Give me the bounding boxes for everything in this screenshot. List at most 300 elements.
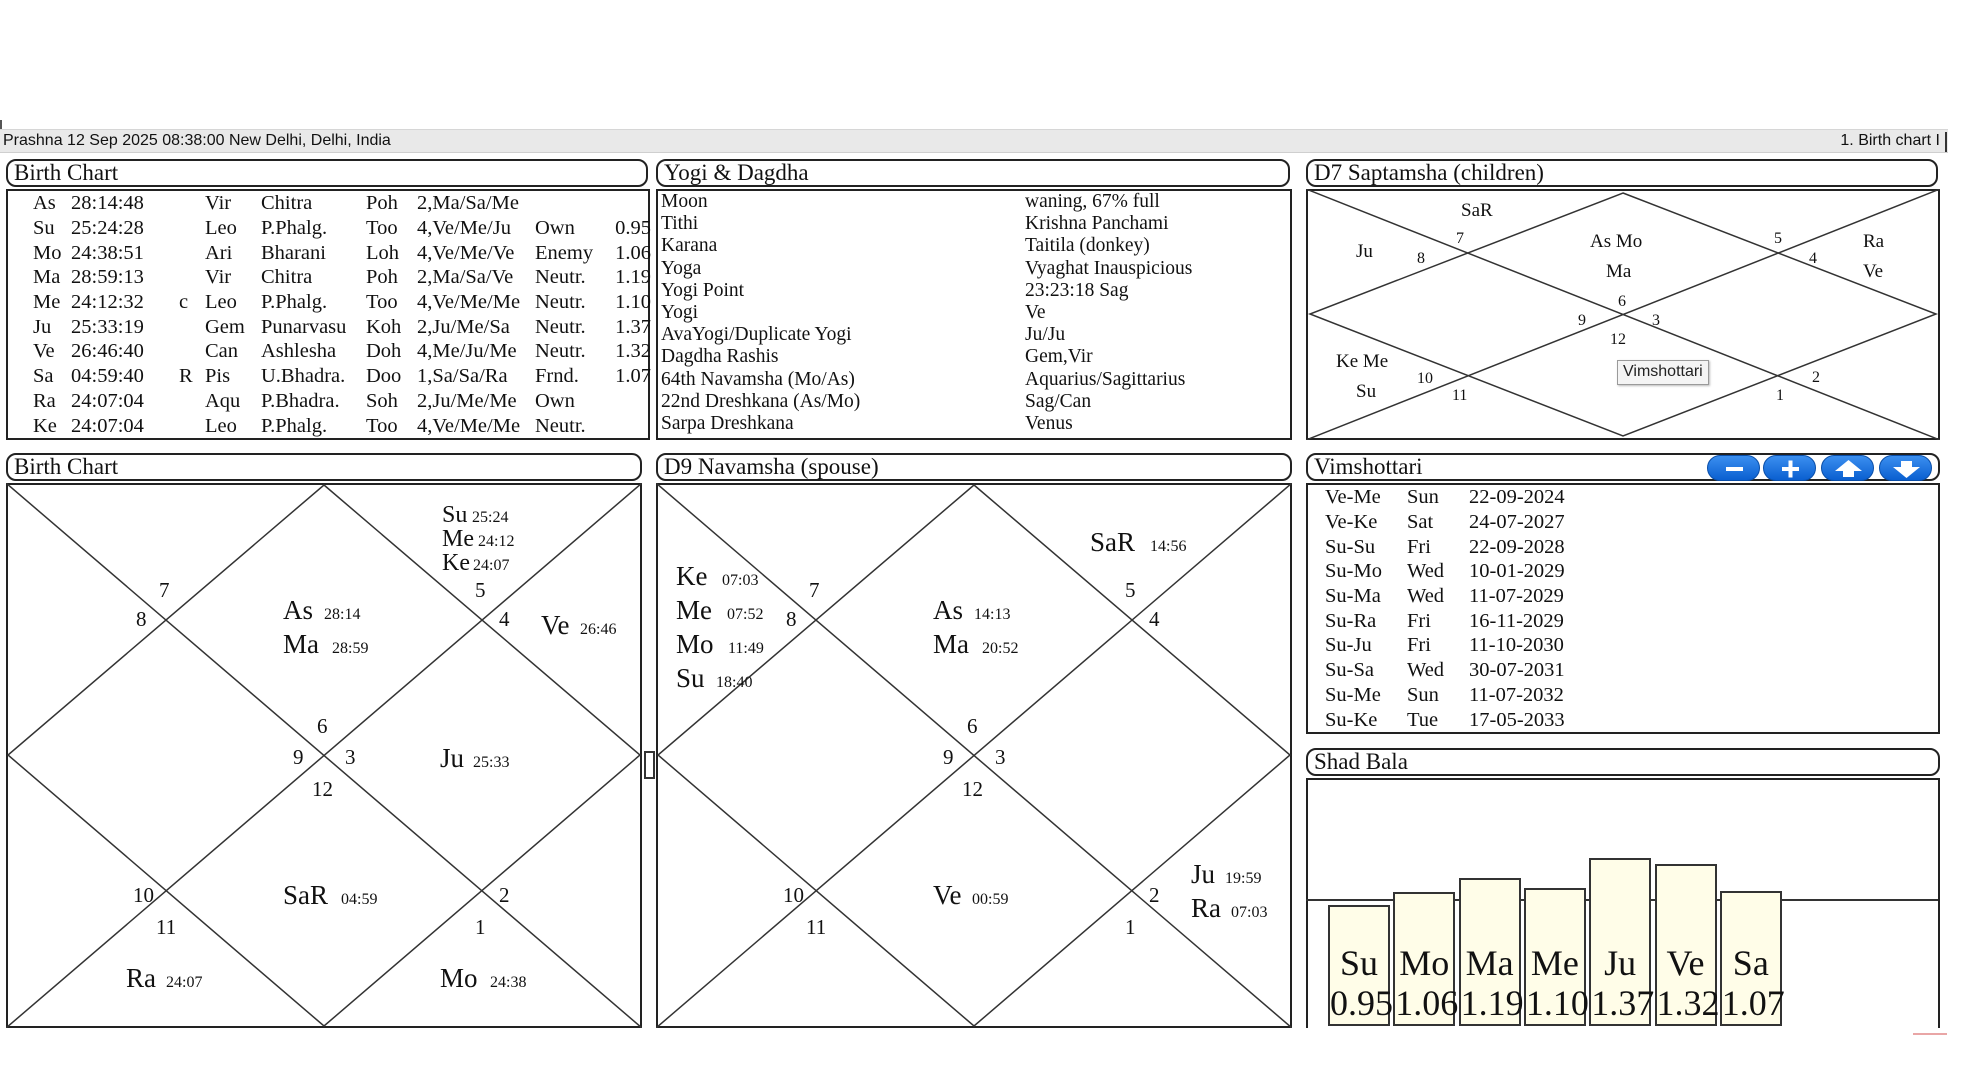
d7-house-7: 7 — [1456, 230, 1464, 247]
bc-me-label: Me — [442, 526, 474, 552]
d9-as-label: As — [933, 595, 964, 625]
bc-ma-degree: 28:59 — [332, 640, 369, 657]
yogi-value: Sag/Can — [1025, 390, 1092, 412]
planet-cell: Ra — [33, 389, 56, 412]
d7-title: D7 Saptamsha (children) — [1314, 160, 1544, 185]
sign-cell: Can — [205, 340, 239, 363]
shadbala-bar-value: 0.95 — [1330, 982, 1393, 1023]
retro-flag-cell — [179, 389, 205, 414]
yogi-row — [661, 280, 1192, 302]
dignity-cell: Own — [535, 217, 575, 240]
planet-cell: Mo — [33, 241, 62, 264]
yogi-key: Sarpa Dreshkana — [661, 412, 794, 434]
planet-row[interactable] — [9, 364, 651, 389]
nakshatra-cell: P.Bhadra. — [261, 389, 340, 412]
pada-cell: 2,Ju/Me/Sa — [417, 315, 510, 338]
yogi-table — [661, 191, 1192, 435]
shadbala-title: Shad Bala — [1314, 749, 1408, 774]
retro-flag-cell — [179, 265, 205, 290]
dasha-date: 11-10-2030 — [1469, 634, 1564, 657]
d9-house-6: 6 — [967, 714, 978, 738]
sign-cell: Gem — [205, 315, 245, 338]
d7-su-label: Su — [1356, 381, 1377, 402]
pada-lord-cell: Doh — [366, 340, 402, 363]
sign-cell: Aqu — [205, 389, 241, 412]
d9-ra-label: Ra — [1191, 893, 1221, 923]
degree-cell: 24:07:04 — [71, 389, 144, 412]
retro-flag-cell — [179, 314, 205, 339]
d9-ju-label: Ju — [1191, 859, 1216, 889]
yogi-key: AvaYogi/Duplicate Yogi — [661, 324, 852, 346]
d9-as-degree: 14:13 — [974, 606, 1011, 623]
shadbala-bar-value: 1.10 — [1525, 982, 1589, 1023]
pada-cell: 2,Ju/Me/Me — [417, 389, 517, 412]
d7-ve-label: Ve — [1863, 261, 1884, 282]
dasha-period: Su-Su — [1325, 535, 1376, 558]
d7-ra-label: Ra — [1863, 231, 1885, 252]
dasha-weekday: Wed — [1407, 560, 1445, 583]
birth-table-header[interactable] — [6, 159, 648, 187]
bc-ra-degree: 24:07 — [166, 974, 203, 991]
shadbala-bar-label: Mo — [1399, 942, 1450, 983]
d9-ju-degree: 19:59 — [1225, 870, 1262, 887]
corner-mark — [1913, 1033, 1947, 1035]
bc-sar-degree: 04:59 — [341, 891, 378, 908]
planet-row[interactable] — [9, 389, 651, 414]
strength-cell: 1.37 — [615, 315, 651, 338]
bc-mo-degree: 24:38 — [490, 974, 527, 991]
yogi-row — [661, 324, 1192, 346]
planet-row[interactable] — [9, 240, 651, 265]
yogi-value: Taitila (donkey) — [1025, 235, 1150, 257]
dasha-period: Su-Me — [1325, 683, 1381, 706]
strength-cell: 1.07 — [615, 365, 651, 388]
sign-cell: Vir — [205, 266, 232, 289]
dasha-weekday: Fri — [1407, 634, 1431, 657]
yogi-key: Dagdha Rashis — [661, 346, 779, 368]
vims-plus-button[interactable] — [1763, 455, 1816, 481]
dasha-row[interactable] — [1325, 584, 1589, 609]
yogi-value: Vyaghat Inauspicious — [1025, 257, 1193, 279]
dasha-row[interactable] — [1325, 485, 1589, 510]
bc-mo-label: Mo — [440, 963, 478, 993]
d7-house-4: 4 — [1809, 250, 1817, 267]
bc-su-label: Su — [442, 502, 468, 528]
planet-row[interactable] — [9, 265, 651, 290]
bc-house-10: 10 — [133, 883, 154, 907]
dignity-cell: Neutr. — [535, 414, 586, 437]
d9-su-label: Su — [676, 663, 705, 693]
strength-cell: 1.19 — [615, 266, 651, 289]
vims-down-button[interactable] — [1879, 455, 1932, 481]
planet-row[interactable] — [9, 339, 651, 364]
d9-ve-degree: 00:59 — [972, 891, 1009, 908]
d9-ma-label: Ma — [933, 629, 969, 659]
birth-chart-diagram[interactable] — [6, 483, 642, 1028]
bc-ma-label: Ma — [283, 629, 319, 659]
birth-chart-title: Birth Chart — [14, 454, 119, 479]
dasha-date: 10-01-2029 — [1469, 560, 1565, 583]
d9-header[interactable] — [656, 453, 1292, 481]
degree-cell: 25:33:19 — [71, 315, 144, 338]
sign-cell: Leo — [205, 291, 237, 314]
nakshatra-cell: Ashlesha — [261, 340, 337, 363]
dasha-weekday: Fri — [1407, 535, 1431, 558]
d9-house-8: 8 — [786, 607, 797, 631]
shadbala-bar-me[interactable] — [1524, 888, 1589, 1026]
d9-mo-label: Mo — [676, 629, 714, 659]
pada-cell: 4,Ve/Me/Ju — [417, 217, 511, 240]
shadbala-bar-ve[interactable] — [1655, 864, 1720, 1026]
degree-cell: 26:46:40 — [71, 340, 144, 363]
bc-house-4: 4 — [499, 607, 510, 631]
dasha-weekday: Wed — [1407, 659, 1445, 682]
d9-house-12: 12 — [962, 777, 983, 801]
yogi-row — [661, 369, 1192, 391]
sign-cell: Leo — [205, 414, 237, 437]
dignity-cell — [535, 191, 611, 216]
bc-house-5: 5 — [475, 578, 486, 602]
d9-su-degree: 18:40 — [716, 674, 753, 691]
planet-cell: Ma — [33, 266, 61, 289]
pada-cell: 4,Ve/Me/Me — [417, 291, 521, 314]
bc-house-1: 1 — [475, 915, 486, 939]
shadbala-bar-ma[interactable] — [1459, 878, 1524, 1026]
shadbala-bar-label: Ve — [1666, 942, 1705, 983]
retro-flag-cell — [179, 191, 205, 216]
d9-ra-degree: 07:03 — [1231, 904, 1268, 921]
dasha-row[interactable] — [1325, 559, 1589, 584]
bc-house-11: 11 — [156, 915, 177, 939]
d7-ma-label: Ma — [1606, 261, 1632, 282]
pada-lord-cell: Koh — [366, 315, 402, 338]
d9-house-9: 9 — [943, 745, 954, 769]
degree-cell: 25:24:28 — [71, 217, 144, 240]
bc-as-label: As — [283, 595, 314, 625]
dasha-date: 16-11-2029 — [1469, 609, 1564, 632]
bc-ke-degree: 24:07 — [473, 557, 510, 574]
d9-house-10: 10 — [783, 883, 804, 907]
planet-cell: Sa — [33, 365, 54, 388]
planet-row[interactable] — [9, 413, 651, 438]
d9-house-3: 3 — [995, 745, 1006, 769]
bc-ju-label: Ju — [440, 743, 465, 773]
dignity-cell: Enemy — [535, 241, 594, 264]
d7-house-8: 8 — [1417, 250, 1425, 267]
yogi-key: 22nd Dreshkana (As/Mo) — [661, 390, 861, 412]
planet-row[interactable] — [9, 191, 651, 216]
arrow-up-icon — [1822, 456, 1875, 482]
plus-icon — [1764, 456, 1817, 482]
dignity-cell: Neutr. — [535, 340, 586, 363]
bc-ve-label: Ve — [541, 610, 570, 640]
d7-keme-label: Ke Me — [1336, 351, 1389, 372]
yogi-row — [661, 258, 1192, 280]
degree-cell: 04:59:40 — [71, 365, 144, 388]
retro-flag-cell: c — [179, 291, 189, 314]
yogi-row — [661, 413, 1192, 435]
pada-lord-cell: Doo — [366, 365, 402, 388]
shadbala-bar-value: 1.06 — [1395, 982, 1459, 1023]
shadbala-bar-sa[interactable] — [1720, 891, 1785, 1026]
dignity-cell: Neutr. — [535, 315, 586, 338]
yogi-key: Karana — [661, 235, 718, 257]
pada-lord-cell: Poh — [366, 266, 398, 289]
d9-house-5: 5 — [1125, 578, 1136, 602]
shadbala-bar-value: 1.07 — [1721, 982, 1785, 1023]
pada-lord-cell: Too — [366, 291, 398, 314]
dasha-date: 17-05-2033 — [1469, 708, 1565, 731]
arrow-down-icon — [1880, 456, 1933, 482]
bc-house-2: 2 — [499, 883, 510, 907]
bc-su-degree: 25:24 — [472, 509, 509, 526]
planet-cell: Me — [33, 291, 61, 314]
retro-flag-cell — [179, 413, 205, 438]
dasha-date: 24-07-2027 — [1469, 511, 1565, 534]
dasha-row[interactable] — [1325, 608, 1589, 633]
nakshatra-cell: Chitra — [261, 266, 313, 289]
d7-house-1: 1 — [1776, 387, 1784, 404]
d7-sar-label: SaR — [1461, 200, 1493, 221]
bc-house-6: 6 — [317, 714, 328, 738]
dignity-cell: Own — [535, 389, 575, 412]
bc-sar-label: SaR — [283, 880, 329, 910]
dasha-weekday: Sat — [1407, 511, 1434, 534]
shadbala-chart — [1306, 778, 1940, 1028]
bc-house-9: 9 — [293, 745, 304, 769]
dasha-row[interactable] — [1325, 683, 1589, 708]
dasha-period: Su-Ke — [1325, 708, 1378, 731]
yogi-key: Moon — [661, 191, 708, 213]
shadbala-bar-su[interactable] — [1328, 905, 1393, 1026]
retro-flag-cell — [179, 339, 205, 364]
yogi-key: 64th Navamsha (Mo/As) — [661, 368, 855, 390]
dasha-row[interactable] — [1325, 510, 1589, 535]
dasha-date: 11-07-2029 — [1469, 585, 1564, 608]
nakshatra-cell: Punarvasu — [261, 315, 347, 338]
planet-row[interactable] — [9, 314, 651, 339]
vims-minus-button[interactable] — [1707, 455, 1760, 481]
planet-cell: Ke — [33, 414, 57, 437]
planet-positions-table — [9, 191, 651, 438]
vimshottari-table — [1325, 485, 1589, 732]
d7-ju-label: Ju — [1356, 241, 1373, 262]
bc-house-7: 7 — [159, 578, 170, 602]
planet-cell: As — [33, 192, 56, 215]
vimshottari-tooltip: Vimshottari — [1617, 360, 1709, 385]
vimshottari-title: Vimshottari — [1314, 454, 1423, 479]
yogi-value: Ju/Ju — [1025, 324, 1066, 346]
pada-cell: 4,Me/Ju/Me — [417, 340, 517, 363]
bc-me-degree: 24:12 — [478, 533, 515, 550]
dasha-weekday: Sun — [1407, 486, 1439, 509]
pada-cell: 2,Ma/Sa/Ve — [417, 266, 514, 289]
yogi-value: waning, 67% full — [1025, 191, 1160, 213]
yogi-row — [661, 302, 1192, 324]
d9-ke-label: Ke — [676, 561, 708, 591]
d7-house-2: 2 — [1812, 369, 1820, 386]
chart-tab-label[interactable]: 1. Birth chart I — [1840, 132, 1940, 149]
d7-house-9: 9 — [1578, 312, 1586, 329]
d9-house-7: 7 — [809, 578, 820, 602]
pada-lord-cell: Loh — [366, 241, 400, 264]
dignity-cell: Neutr. — [535, 291, 586, 314]
d7-house-6: 6 — [1618, 293, 1626, 310]
planet-cell: Ve — [33, 340, 55, 363]
planet-row[interactable] — [9, 290, 651, 315]
sign-cell: Ari — [205, 241, 233, 264]
nakshatra-cell: P.Phalg. — [261, 217, 328, 240]
shadbala-bar-value: 1.37 — [1591, 983, 1655, 1023]
dasha-row[interactable] — [1325, 633, 1589, 658]
dasha-row[interactable] — [1325, 707, 1589, 732]
bc-ke-label: Ke — [442, 550, 470, 576]
d9-house-11: 11 — [806, 915, 827, 939]
strength-cell — [611, 191, 651, 216]
d9-house-4: 4 — [1149, 607, 1160, 631]
d9-sar-degree: 14:56 — [1150, 538, 1187, 555]
degree-cell: 24:38:51 — [71, 241, 144, 264]
yogi-value: Krishna Panchami — [1025, 213, 1169, 235]
sign-cell: Vir — [205, 192, 232, 215]
strength-cell: 0.95 — [615, 217, 651, 240]
shadbala-bar-label: Me — [1530, 942, 1579, 983]
retro-flag-cell: R — [179, 365, 193, 388]
planet-cell: Ju — [33, 315, 52, 338]
dasha-period: Su-Ju — [1325, 634, 1372, 657]
d9-ke-degree: 07:03 — [722, 572, 759, 589]
retro-flag-cell — [179, 240, 205, 265]
strength-cell — [611, 413, 651, 438]
dasha-period: Ve-Me — [1325, 486, 1381, 509]
dasha-date: 22-09-2028 — [1469, 535, 1565, 558]
yogi-value: Ve — [1025, 302, 1046, 324]
d7-header[interactable] — [1306, 159, 1938, 187]
yogi-key: Yogi Point — [661, 279, 745, 301]
dasha-row[interactable] — [1325, 534, 1589, 559]
d9-me-label: Me — [676, 595, 712, 625]
pada-lord-cell: Too — [366, 414, 398, 437]
yogi-key: Yogi — [661, 302, 699, 324]
d9-title: D9 Navamsha (spouse) — [664, 454, 879, 479]
sign-cell: Pis — [205, 365, 231, 388]
yogi-row — [661, 391, 1192, 413]
dasha-date: 11-07-2032 — [1469, 683, 1564, 706]
dasha-weekday: Wed — [1407, 585, 1445, 608]
bc-house-3: 3 — [345, 745, 356, 769]
yogi-row — [661, 213, 1192, 235]
d7-house-3: 3 — [1652, 312, 1660, 329]
pada-lord-cell: Soh — [366, 389, 398, 412]
yogi-value: Gem,Vir — [1025, 346, 1093, 368]
bc-ju-degree: 25:33 — [473, 754, 510, 771]
yogi-value: Venus — [1025, 412, 1073, 434]
d7-house-10: 10 — [1417, 370, 1433, 387]
degree-cell: 28:14:48 — [71, 192, 144, 215]
d9-house-1: 1 — [1125, 915, 1136, 939]
dasha-weekday: Tue — [1407, 708, 1439, 731]
window-right-edge — [1945, 132, 1947, 152]
dasha-row[interactable] — [1325, 658, 1589, 683]
dasha-weekday: Sun — [1407, 683, 1439, 706]
dasha-date: 30-07-2031 — [1469, 659, 1565, 682]
yogi-row — [661, 235, 1192, 257]
d9-house-2: 2 — [1149, 883, 1160, 907]
d9-navamsha-chart[interactable] — [656, 483, 1292, 1028]
planet-row[interactable] — [9, 216, 651, 241]
degree-cell: 28:59:13 — [71, 266, 144, 289]
d9-sar-label: SaR — [1090, 527, 1136, 557]
status-bar — [0, 129, 1948, 153]
birth-chart-header[interactable] — [6, 453, 642, 481]
dasha-date: 22-09-2024 — [1469, 486, 1565, 509]
bc-house-12: 12 — [312, 777, 333, 801]
yogi-row — [661, 191, 1192, 213]
yogi-row — [661, 346, 1192, 368]
degree-cell: 24:12:32 — [71, 291, 144, 314]
bc-house-8: 8 — [136, 607, 147, 631]
shadbala-bar-mo[interactable] — [1393, 892, 1459, 1026]
yogi-value: 23:23:18 Sag — [1025, 279, 1129, 301]
pada-lord-cell: Too — [366, 217, 398, 240]
minus-icon — [1708, 456, 1761, 482]
shadbala-bar-value: 1.19 — [1460, 982, 1524, 1023]
retro-flag-cell — [179, 216, 205, 241]
d7-house-11: 11 — [1452, 387, 1468, 404]
shadbala-bar-label: Ju — [1604, 943, 1637, 983]
yogi-key: Yoga — [661, 257, 702, 279]
nakshatra-cell: Bharani — [261, 241, 326, 264]
dignity-cell: Frnd. — [535, 365, 579, 388]
d7-saptamsha-chart[interactable] — [1306, 189, 1940, 440]
shadbala-bar-label: Sa — [1732, 942, 1769, 983]
shadbala-header[interactable] — [1306, 748, 1940, 776]
degree-cell: 24:07:04 — [71, 414, 144, 437]
dasha-period: Su-Ra — [1325, 609, 1377, 632]
vims-up-button[interactable] — [1821, 455, 1874, 481]
pada-cell: 2,Ma/Sa/Me — [417, 192, 519, 215]
d9-mo-degree: 11:49 — [728, 640, 764, 657]
nakshatra-cell: P.Phalg. — [261, 291, 328, 314]
yogi-value: Aquarius/Sagittarius — [1025, 368, 1186, 390]
planet-cell: Su — [33, 217, 55, 240]
shadbala-bar-value: 1.32 — [1656, 982, 1720, 1023]
yogi-title: Yogi & Dagdha — [664, 160, 809, 185]
pada-lord-cell: Poh — [366, 192, 398, 215]
d7-asmo-label: As Mo — [1590, 231, 1643, 252]
nakshatra-cell: Chitra — [261, 192, 313, 215]
bc-ve-degree: 26:46 — [580, 621, 617, 638]
splitter-handle[interactable] — [644, 751, 655, 779]
pada-cell: 4,Ve/Me/Me — [417, 414, 521, 437]
d7-house-5: 5 — [1774, 230, 1782, 247]
d9-ve-label: Ve — [933, 880, 962, 910]
yogi-header[interactable] — [656, 159, 1290, 187]
strength-cell: 1.10 — [615, 291, 651, 314]
dignity-cell: Neutr. — [535, 266, 586, 289]
d7-house-12: 12 — [1610, 331, 1626, 348]
d9-ma-degree: 20:52 — [982, 640, 1019, 657]
bc-ra-label: Ra — [126, 963, 156, 993]
shadbala-bar-ju[interactable] — [1589, 858, 1655, 1026]
strength-cell: 1.32 — [615, 340, 651, 363]
birth-table-title: Birth Chart — [14, 160, 119, 185]
shadbala-bar-label: Su — [1339, 942, 1379, 983]
dasha-period: Su-Ma — [1325, 585, 1381, 608]
shadbala-bar-label: Ma — [1465, 942, 1514, 983]
d9-me-degree: 07:52 — [727, 606, 764, 623]
yogi-key: Tithi — [661, 213, 699, 235]
